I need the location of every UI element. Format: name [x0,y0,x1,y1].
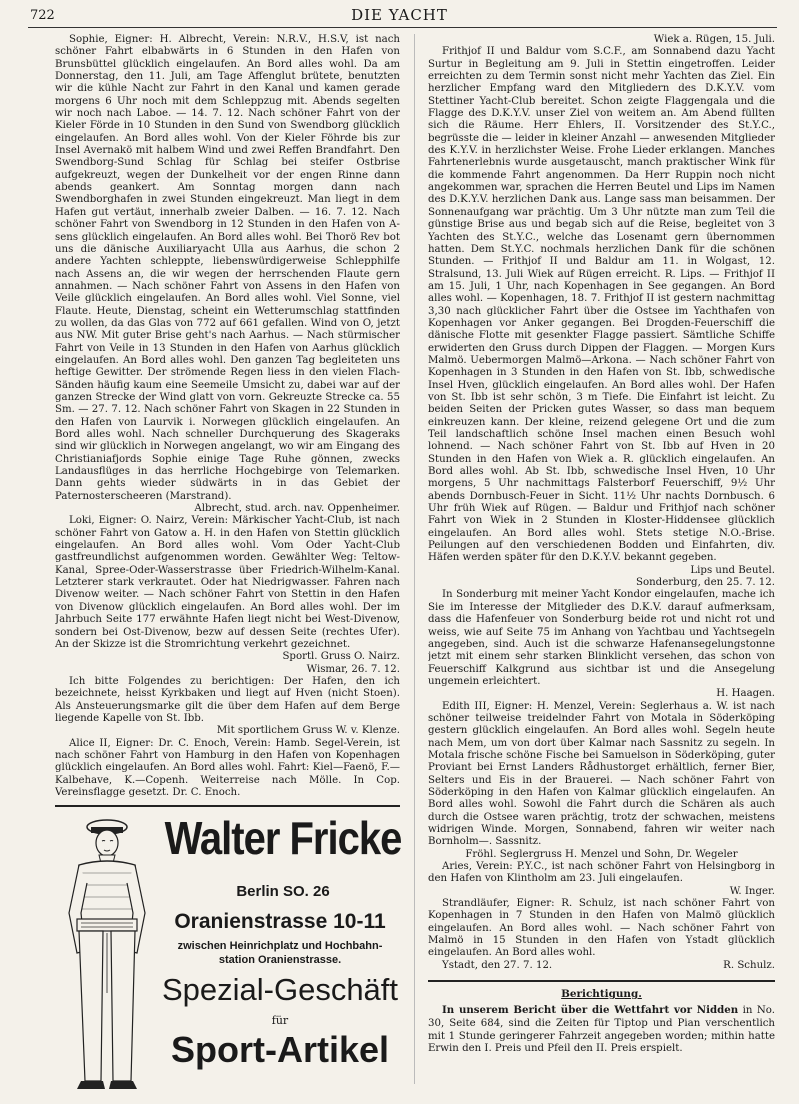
page-number: 722 [30,8,55,23]
report-edith: Edith III, Eigner: H. Menzel, Verein: Seglerhaus a. W. ist nach schöner teilweise treidelnder Fahrt von Motala in Söderköping gestern glücklich eingelaufen. An Bord alles wohl. Segeln heute nach Mem, um von dort über Kalmar nach Sassnitz zu segeln. In Motala frische schöne Fische bei Samuelson in Söderköping, guter Proviant bei Ernst Landers Rådhustorget erhältlich, ferner Bier, Selters und Eis in der Brauerei. — Nach schöner Fahrt von Söderköping in den Hafen von Kalmar glücklich eingelaufen. An Bord alles wohl. Sowohl die Fahrt durch die Schären als auch durch die Ostsee waren prächtig, trotz der schwachen, meistens widrigen Winde. Morgen, Sonnabend, fahren wir weiter nach Bornholm—. Sassnitz. [428,700,775,848]
report-frithjof-baldur: Frithjof II und Baldur vom S.C.F., am Sonnabend dazu Yacht Surtur in Begleitung am 9. Juli in Stettin eingetroffen. Leider erreichten zu dem Termin sonst nicht mehr Yachten das Ziel. Ein herzlicher Empfang ward den Mitgliedern des D.K.Y.V. vom Stettiner Yacht-Club bereitet. Schon zeigte Flaggengala und die Flagge des D.K.Y.V. unser Ziel von weitem an. Am Abend füllten sich die Räume. Herr Ehlers, II. Vorsitzender des St.Y.C., begrüsste die — leider in kleiner Anzahl — anwesenden Mitglieder des K.Y.V. in herzlichster Weise. Frohe Lieder erklangen. Manches Fahrtenerlebnis wurde ausgetauscht, manch praktischer Wink für die kommende Fahrt angenommen. Da Herr Ruppin noch nicht angekommen war, sprachen die Herren Beutel und Lips im Namen des D.K.Y.V. herzlichen Dank aus. Lange sass man beisammen. Der Sonnenaufgang war prächtig. Um 3 Uhr nützte man zum Teil die günstige Brise aus und begab sich auf die Reise, begleitet von 3 Yachten des St.Y.C., welche das Losenamt gern übernommen hatten. Dem St.Y.C. nochmals herzlichen Dank für die schönen Stunden. — Frithjof II und Baldur am 11. in Wolgast, 12. Stralsund, 13. Juli Wiek auf Rügen erreicht. R. Lips. — Frithjof II am 15. Juli, 1 Uhr, nach Kopenhagen in See gegangen. An Bord alles wohl. — Kopenhagen, 18. 7. Frithjof II ist gestern nachmittag 3,30 nach glücklicher Fahrt über die Ostsee im Yachthafen von Kopenhagen vor Anker gegangen. Bei Drogden-Feuerschiff die dänische Flotte mit gesenkter Flagge passiert. Sämtliche Schiffe erwiderten den Gruss durch Dippen der Flaggen. — Morgen Kurs Malmö. Uebermorgen Malmö—Arkona. — Nach schöner Fahrt von Kopenhagen in 3 Stunden in den Hafen von St. Ibb, schwedische Insel Hven, glücklich eingelaufen. An Bord alles wohl. Der Hafen von St. Ibb ist sehr schön, 3 m Tiefe. Die Einfahrt ist leicht. Zu beiden Seiten der Pricken gutes Wasser, so dass man bequem einkreuzen kann. Der kleine, reizend gelegene Ort und die zum Teil landschaftlich schöne Insel machen einen Besuch wohl lohnend. — Nach schöner Fahrt von St. Ibb auf Hven in 20 Stunden in den Hafen von Wiek a. R. glücklich eingelaufen. An Bord alles wohl. Ab St. Ibb, schwedische Insel Hven, 10 Uhr morgens, 5 Uhr nachmittags Falsterborf Feuerschiff, 9½ Uhr abends Dornbusch-Feuer in Sicht. 11½ Uhr nachts Dornbusch. 6 Uhr früh Wiek auf Rügen. — Baldur und Frithjof nach schöner Fahrt von Wiek in 2 Stunden in Kloster-Hiddensee glücklich eingelaufen. An Bord alles wohl. Stets stetige N.O.-Brise. Peilungen auf den verschiedenen Bodden und Einfahrten, div. Häfen werden später für den D.K.Y.V. bekannt gegeben. [428,46,775,564]
ad-city: Berlin SO. 26 [236,883,330,900]
dateline-ystadt-signature [428,960,775,972]
correction-rule [428,980,775,982]
report-kondor: In Sonderburg mit meiner Yacht Kondor eingelaufen, mache ich Sie im Interesse der Mitglieder des D.K.V. darauf aufmerksam, dass die Hafenfeuer von Sonderburg beide rot und nicht rot und weiss, wie auf Seite 75 im Anhang von Yachtbau und Yachtsegeln angegeben, sind. Auch ist die schwarze Hafenansegelungstonne jetzt mit einem sehr starken Blinklicht versehen, das schon von Feuerschiff Kalkgrund aus sichtbar ist und die Ansegelung ungemein erleichtert. [428,589,775,687]
correction-lead: In unserem Bericht über die Wettfahrt vor Nidden [442,1004,739,1017]
ad-fuer: für [271,1014,289,1027]
dateline-ystadt: Ystadt, den 27. 7. 12. [442,959,553,971]
signature-albrecht: Albrecht, stud. arch. nav. Oppenheimer. [194,503,400,515]
ad-street: Oranienstrasse 10-11 [174,910,386,933]
left-column [55,34,400,804]
report-sophie: Sophie, Eigner: H. Albrecht, Verein: N.R.V., H.S.V, ist nach schöner Fahrt elbabwärts in 6 Stunden in den Hafen von Brunsbüttel glücklich eingelaufen. An Bord alles wohl. Da am Donnerstag, den 11. Juli, am Tage Affenglut brütete, benutzten wir die kühle Nacht zur Fahrt in den Kanal und kamen gerade morgens 6 Uhr noch mit dem Schleppzug mit. Abends segelten wir noch nach Laboe. — 14. 7. 12. Nach schöner Fahrt von der Kieler Förde in 10 Stunden in den Sund von Swendborg glücklich eingelaufen. An Bord alles wohl. Von der Kieler Föhrde bis zur Insel Avernakö mit halbem Wind und zwei Reffen Brandfahrt. Den Swendborg-Sund Schlag für Schlag bei steifer Ostbrise aufgekreuzt, wegen der Dunkelheit vor der engen Rinne dann abends geankert. Am Sonntag morgen dann nach Swendborghafen in zwei Stunden eingekreuzt. Man liegt in dem Hafen gut vertäut, innerhalb zweier Dalben. — 16. 7. 12. Nach schöner Fahrt von Swendborg in 12 Stunden in den Hafen von A-sens glücklich eingelaufen. An Bord alles wohl. Bei Thorö Rev bot uns die dänische Auxiliaryacht Ulla aus Aarhus, die schon 2 andere Yachten schleppte, liebenswürdigerweise Schlepphilfe nach Assens an, die wir wegen der herrschenden Flaute gern annahmen. — Nach schöner Fahrt von Assens in den Hafen von Veile glücklich eingelaufen. An Bord alles wohl. Viel Sonne, viel Flaute. Heute, Dienstag, scheint ein Wetterumschlag stattfinden zu wollen, da das Glas von 772 auf 661 gefallen. Wind von O, jetzt aus NW. Mit guter Brise geht's nach Aarhus. — Nach stürmischer Fahrt von Veile in 13 Stunden in den Hafen von Aarhus glücklich eingelaufen. An Bord alles wohl. Den ganzen Tag begleiteten uns heftige Gewitter. Der strömende Regen liess in den vielen Flach-Sänden häufig kaum eine Seemeile Umsicht zu, dabei war auf der ganzen Strecke der Wind glatt von vorn. Gekreuzte Strecke ca. 55 Sm. — 27. 7. 12. Nach schöner Fahrt von Skagen in 22 Stunden in den Hafen von Laurvik i. Norwegen glücklich eingelaufen. An Bord alles wohl. Nach schneller Durchquerung des Skageraks sind wir glücklich in Norwegen angelangt, wo wir am Eingang des Christianiafjords Sophie einige Tage Ruhe gönnen, zwecks Landausflüges in das herrliche Hochgebirge von Telemarken. Dann gehts wieder südwärts in in das Gebiet der Paternosterscheeren (Marstrand). [55,34,400,502]
report-alice: Alice II, Eigner: Dr. C. Enoch, Verein: Hamb. Segel-Verein, ist nach schöner Fahrt von Hamburg in den Hafen von Kopenhagen glücklich eingelaufen. An Bord alles wohl. Fahrt: Kiel—Faenö, F.—Kalbehave, K.—Copenh. Weiterreise nach Mölle. In Cop. Vereinsflagge gesetzt. Dr. C. Enoch. [55,737,400,798]
signature-inger: W. Inger. [729,885,775,897]
signature-haagen: H. Haagen. [716,688,775,700]
report-strandlaeufer: Strandläufer, Eigner: R. Schulz, ist nach schöner Fahrt von Kopenhagen in 7 Stunden in den Hafen von Malmö glücklich eingelaufen. An Bord alles wohl. — Nach schöner Fahrt von Malmö in 15 Stunden in den Hafen von Ystadt glücklich eingelaufen. An Bord alles wohl. [428,898,775,959]
signature-klenze: Mit sportlichem Gruss W. v. Klenze. [216,725,400,737]
running-head: DIE YACHT [351,6,448,24]
right-column [428,34,775,1084]
header-rule [28,27,777,28]
report-aries: Aries, Verein: P.Y.C., ist nach schöner Fahrt von Helsingborg in den Hafen von Klintholm am 23. Juli eingelaufen. [428,861,775,885]
signature-lips-beutel: Lips und Beutel. [690,564,775,576]
dateline-wismar: Wismar, 26. 7. 12. [306,663,400,675]
ad-company-name: Walter Fricke [164,813,402,865]
ad-location-note [155,939,405,967]
report-klenze: Ich bitte Folgendes zu berichtigen: Der Hafen, den ich bezeichnete, heisst Kyrkbaken und liegt auf Hven (nicht Stoen). Als Ansteuerungsmarke gilt die über dem Hafen auf dem Berge liegende Kapelle von St. Ibb. [55,675,400,724]
column-divider [414,34,415,1084]
report-loki: Loki, Eigner: O. Nairz, Verein: Märkischer Yacht-Club, ist nach schöner Fahrt von Gatow a. H. in den Hafen von Stettin glücklich eingelaufen. An Bord alles wohl. Vom Oder Yacht-Club gastfreundlichst aufgenommen worden. Gewählter Weg: Teltow-Kanal, Spree-Oder-Wasserstrasse über Friedrich-Wilhelm-Kanal. Letzterer stark verkrautet. Oder hat Niedrigwasser. Fahren nach Divenow weiter. — Nach schöner Fahrt von Stettin in den Hafen von Divenow glücklich eingelaufen. An Bord alles wohl. Der im Jahrbuch Seite 177 erwähnte Hafen liegt nicht bei West-Divenow, sondern bei Ost-Divenow, bezw auf dessen Seite (rechtes Ufer). An der Skizze ist die Stromrichtung verkehrt gezeichnet. [55,515,400,650]
signature-menzel: Fröhl. Seglergruss H. Menzel und Sohn, Dr. Wegeler [465,848,738,860]
correction-body: in No. 30, Seite 684, sind die Zeiten für Tiptop und Pian verschentlich mit 1 Stunde geringerer Fahrzeit angegeben worden; mithin hatte Erwin den I. Preis und Pfeil den II. Preis erspielt. [428,1005,775,1055]
sailor-figure-illustration [55,813,155,1093]
signature-nairz: Sportl. Gruss O. Nairz. [282,651,400,663]
dateline-sonderburg: Sonderburg, den 25. 7. 12. [636,577,775,589]
correction-title: Berichtigung. [561,988,642,1001]
ad-location-note-line: station Oranienstrasse. [218,954,342,966]
dateline-wiek: Wiek a. Rügen, 15. Juli. [653,34,775,45]
ad-sport-articles: Sport-Artikel [170,1029,390,1070]
signature-schulz: R. Schulz. [723,959,775,971]
advertisement-walter-fricke [55,805,400,1097]
ad-specialty: Spezial-Geschäft [161,972,399,1007]
ad-location-note-line: zwischen Heinrichplatz und Hochbahn- [177,940,383,952]
correction-text [428,1004,775,1055]
